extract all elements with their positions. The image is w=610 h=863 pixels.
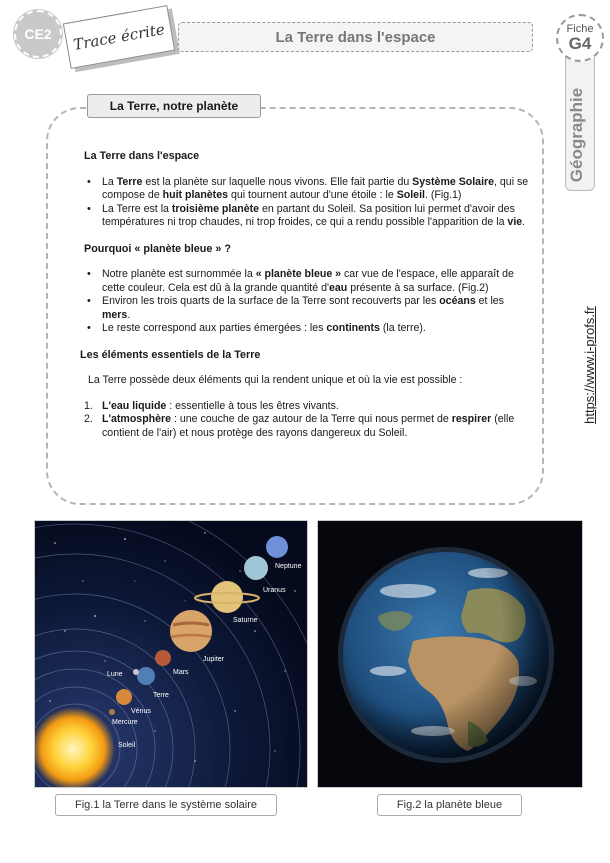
- subject-label: Géographie: [567, 87, 586, 183]
- list-item: 1. L'eau liquide : essentielle à tous les êtres vivants.: [84, 399, 339, 412]
- label-terre: Terre: [153, 692, 169, 699]
- level-text: CE2: [24, 26, 52, 42]
- label-jupiter: Jupiter: [203, 656, 225, 663]
- fig2-caption-text: Fig.2 la planète bleue: [396, 799, 503, 811]
- website-link[interactable]: https://www.i-profs.fr: [582, 306, 597, 424]
- level-badge: [14, 10, 62, 58]
- heading-terre-espace: La Terre dans l'espace: [84, 150, 200, 162]
- label-uranus: Uranus: [263, 587, 286, 594]
- lesson-content: [80, 150, 530, 440]
- list-item: • La Terre est la troisième planète en partant du Soleil. Sa position lui permet d'avoir des températures ni trop chaudes, ni trop froides, ce qui a rendu possible l'apparition de la vie.: [80, 203, 530, 230]
- section-title: [87, 94, 261, 118]
- intro-paragraph: La Terre possède deux éléments qui la rendent unique et où la vie est possible :: [88, 374, 463, 386]
- label-venus: Vénus: [131, 708, 151, 715]
- list-item: • Notre planète est surnommée la « planète bleue » car vue de l'espace, elle apparaît de cette couleur. Cela est dû à la grande quantité d'eau présente à sa surface. (Fig.2): [80, 268, 530, 295]
- label-soleil: Soleil: [118, 742, 136, 749]
- earth-image: [317, 520, 583, 788]
- fiche-badge: [556, 14, 604, 62]
- trace-ecrite-label: Trace écrite: [71, 20, 167, 54]
- list-planete-bleue: [80, 268, 530, 336]
- list-item: • La Terre est la planète sur laquelle nous vivons. Elle fait partie du Système Solaire, qui se compose de huit planètes qui tournent autour d'une étoile : le Soleil. (Fig.1): [80, 176, 530, 203]
- list-item: • Le reste correspond aux parties émergées : les continents (la terre).: [80, 322, 530, 336]
- label-saturne: Saturne: [233, 617, 258, 624]
- solar-system-image: [34, 520, 308, 788]
- fig1-caption-text: Fig.1 la Terre dans le système solaire: [75, 799, 257, 811]
- page-title: [178, 22, 533, 52]
- label-mars: Mars: [173, 669, 189, 676]
- page-title-text: La Terre dans l'espace: [275, 28, 436, 46]
- list-item: • Environ les trois quarts de la surface de la Terre sont recouverts par les océans et les mers.: [80, 295, 530, 322]
- fig2-caption: [377, 794, 522, 816]
- list-terre-espace: [80, 176, 530, 230]
- list-item: 2. L'atmosphère : une couche de gaz autour de la Terre qui nous permet de respirer (elle contient de l'air) et nous protège des rayons dangereux du Soleil.: [84, 413, 515, 439]
- section-title-text: La Terre, notre planète: [109, 99, 239, 113]
- fiche-label: Fiche: [566, 22, 594, 35]
- heading-elements-essentiels: Les éléments essentiels de la Terre: [80, 348, 261, 361]
- fig1-caption: [55, 794, 277, 816]
- label-neptune: Neptune: [275, 563, 302, 570]
- fiche-code: G4: [568, 33, 592, 53]
- trace-ecrite-card: [63, 5, 175, 69]
- label-lune: Lune: [107, 671, 123, 678]
- list-elements: [80, 400, 530, 441]
- label-mercure: Mercure: [112, 719, 138, 726]
- heading-planete-bleue: Pourquoi « planète bleue » ?: [84, 242, 231, 255]
